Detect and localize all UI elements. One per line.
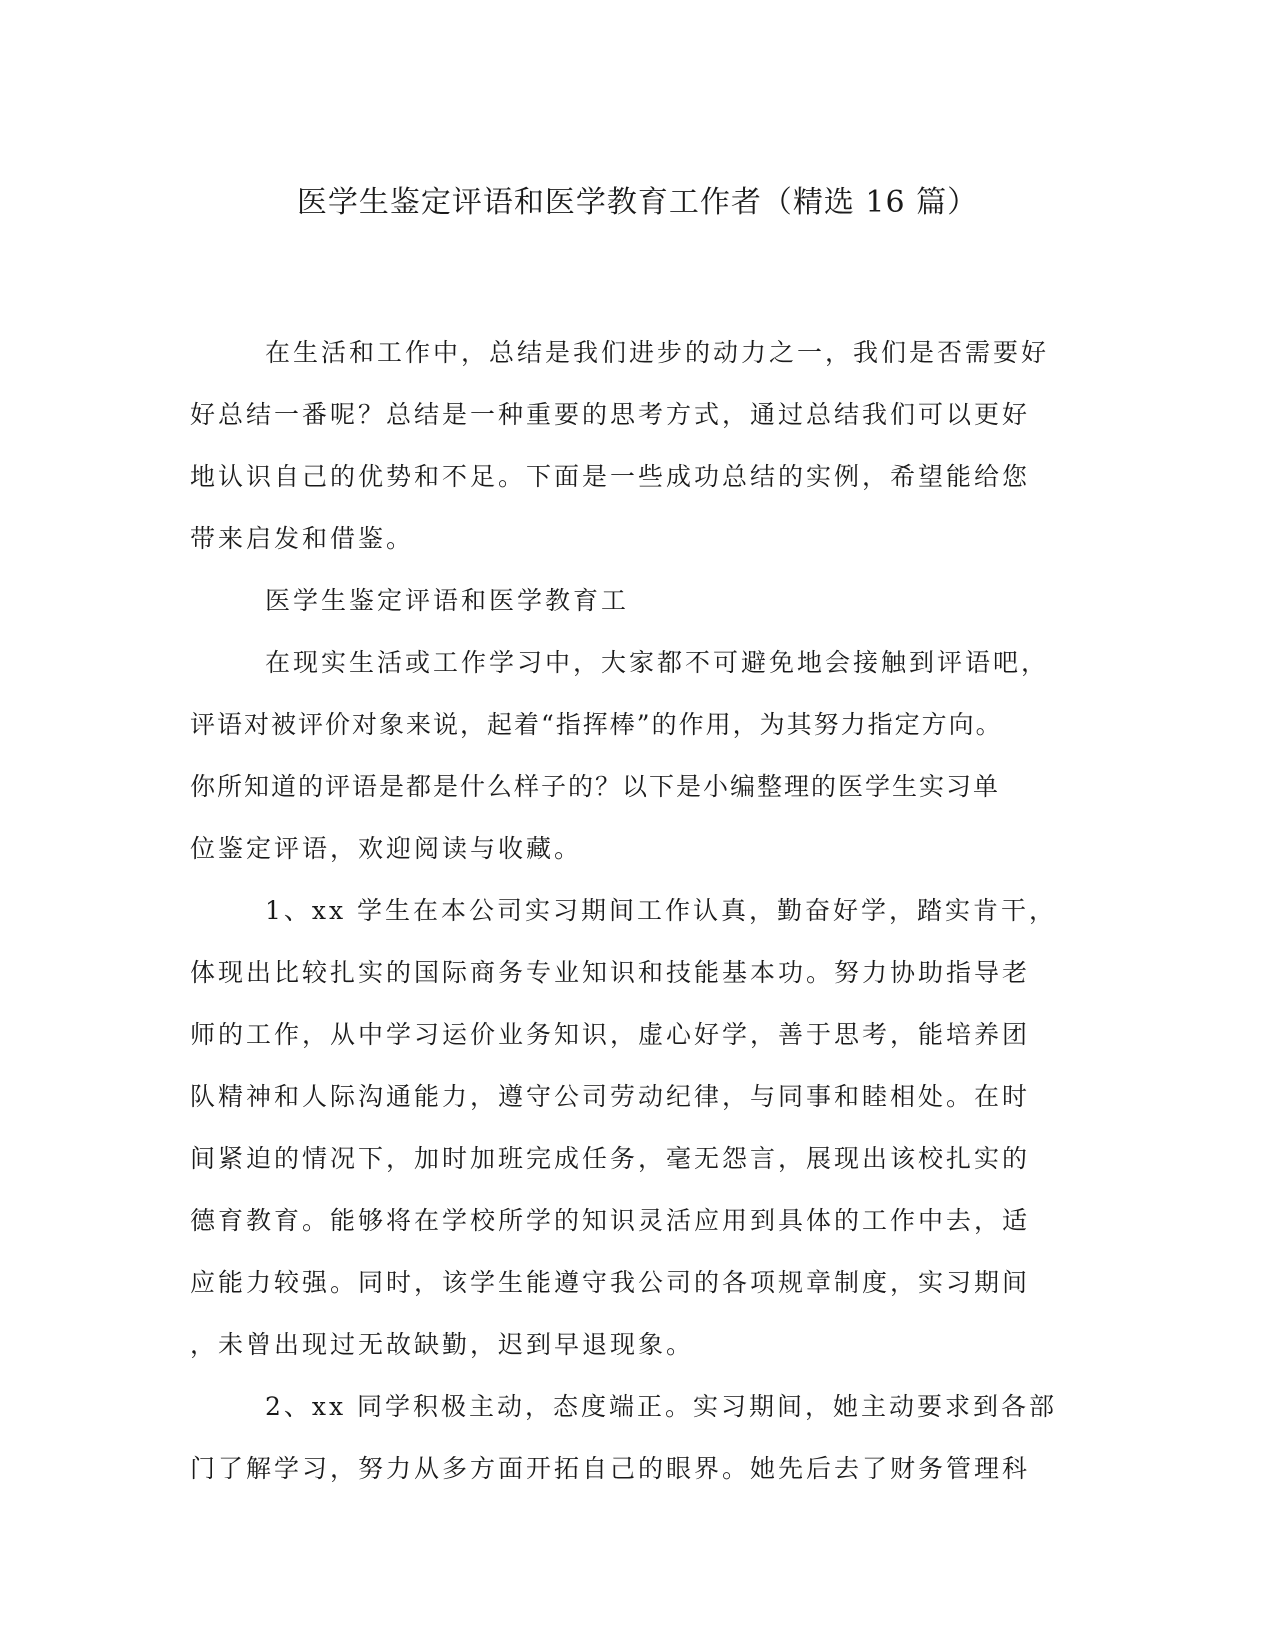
document-body [190,322,1070,1500]
intro-line-2: 好总结一番呢？总结是一种重要的思考方式，通过总结我们可以更好 [190,400,1031,429]
item-1-line: 应能力较强。同时，该学生能遵守我公司的各项规章制度，实习期间 [190,1268,1031,1297]
section-heading: 医学生鉴定评语和医学教育工 [265,586,630,615]
document-title: 医学生鉴定评语和医学教育工作者（精选 16 篇） [296,185,979,220]
item-1-line: 1、xx 学生在本公司实习期间工作认真，勤奋好学，踏实肯干， [265,896,1058,925]
item-1-line: 德育教育。能够将在学校所学的知识灵活应用到具体的工作中去，适 [190,1206,1031,1235]
item-1-line: ，未曾出现过无故缺勤，迟到早退现象。 [190,1330,695,1359]
item-2-line: 门了解学习，努力从多方面开拓自己的眼界。她先后去了财务管理科 [190,1454,1031,1483]
paragraph-line: 在现实生活或工作学习中，大家都不可避免地会接触到评语吧， [265,648,1050,677]
item-1-line: 师的工作，从中学习运价业务知识，虚心好学，善于思考，能培养团 [190,1020,1031,1049]
intro-line-1: 在生活和工作中，总结是我们进步的动力之一，我们是否需要好 [265,338,1050,367]
intro-line-4: 带来启发和借鉴。 [190,524,415,553]
item-1-line: 体现出比较扎实的国际商务专业知识和技能基本功。努力协助指导老 [190,958,1031,987]
intro-line-3: 地认识自己的优势和不足。下面是一些成功总结的实例，希望能给您 [190,462,1031,491]
item-1-line: 间紧迫的情况下，加时加班完成任务，毫无怨言，展现出该校扎实的 [190,1144,1031,1173]
paragraph-line: 位鉴定评语，欢迎阅读与收藏。 [190,834,583,863]
paragraph-line: 评语对被评价对象来说，起着“指挥棒”的作用，为其努力指定方向。 [190,710,1003,739]
paragraph-line: 你所知道的评语是都是什么样子的？以下是小编整理的医学生实习单 [190,772,1001,801]
item-2-line: 2、xx 同学积极主动，态度端正。实习期间，她主动要求到各部 [265,1392,1058,1421]
item-1-line: 队精神和人际沟通能力，遵守公司劳动纪律，与同事和睦相处。在时 [190,1082,1031,1111]
